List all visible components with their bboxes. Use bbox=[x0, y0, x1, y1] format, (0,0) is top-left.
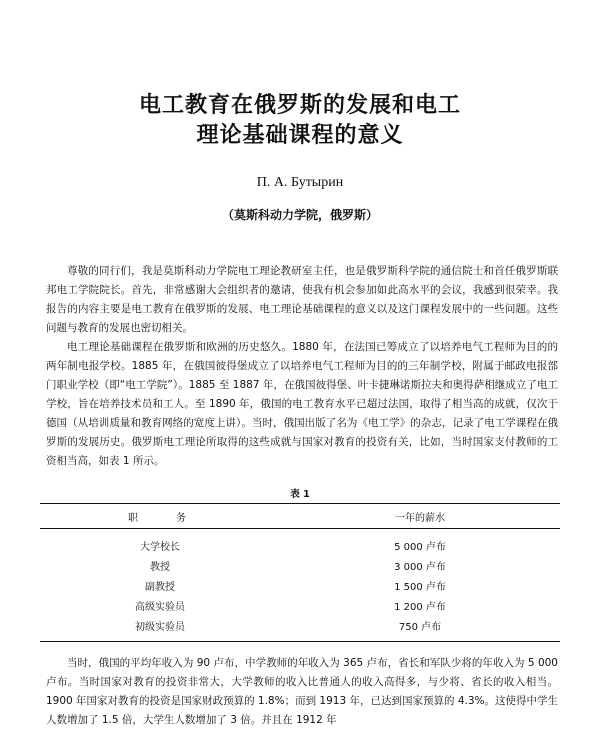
header-salary: 一年的薪水 bbox=[395, 512, 445, 524]
header-position: 职 务 bbox=[128, 512, 192, 524]
table-row bbox=[40, 535, 560, 555]
paragraph-income: 当时，俄国的平均年收入为 90 卢布，中学教师的年收入为 365 卢布，省长和军队少将的年收入为 5 000 卢布。当时国家对教育的投资非常大，大学教师的收入比普通人的收入高得多，与少将、省长的收入相当。1900 年国家对教育的投资是国家财政预算的 1.8%；而到 1913 年，已达到国家预算的 4.3%。这使得中学生人数增加了 1.5 倍，大学生人数增加了 3 倍。并且在 1912 年 bbox=[46, 657, 558, 726]
salary-table bbox=[40, 503, 560, 642]
paragraph-history: 电工理论基础课程在俄罗斯和欧洲的历史悠久。1880 年，在法国已筹成立了以培养电气工程师为目的的两年制电报学校。1885 年，在俄国彼得堡成立了以培养电气工程师为目的的三年制学校，附属于邮政电报部门职业学校（即“电工学院”）。1885 至 1887 年，在俄国彼得堡、叶卡捷琳诺斯拉夫和奥得萨相继成立了电工学校，旨在培养技术员和工人。至 1890 年，俄国的电工教育水平已超过法国，取得了相当高的成就，仅次于德国（从培训质量和教育网络的宽度上讲）。当时，俄国出版了名为《电工学》的杂志，记录了电工学课程在俄罗斯的发展历史。俄罗斯电工理论所取得的这些成就与国家对教育的投资有关，比如，当时国家支付教师的工资相当高，如表 1 所示。 bbox=[46, 341, 558, 467]
title-line-2: 理论基础课程的意义 bbox=[196, 122, 404, 148]
author: П. А. Бутырин bbox=[256, 175, 344, 190]
table-row bbox=[40, 575, 560, 595]
affiliation: （莫斯科动力学院，俄罗斯） bbox=[221, 208, 378, 222]
table-row bbox=[40, 555, 560, 575]
cell-position: 教授 bbox=[150, 561, 170, 573]
table-row bbox=[40, 595, 560, 615]
cell-salary: 5 000 卢布 bbox=[394, 541, 446, 553]
cell-position: 高级实验员 bbox=[135, 601, 185, 613]
table-caption: 表 1 bbox=[290, 489, 310, 500]
cell-position: 副教授 bbox=[145, 581, 175, 593]
cell-salary: 1 200 卢布 bbox=[394, 601, 446, 613]
table-body bbox=[40, 529, 560, 641]
cell-position: 初级实验员 bbox=[135, 621, 185, 633]
paragraph-intro: 尊敬的同行们，我是莫斯科动力学院电工理论教研室主任，也是俄罗斯科学院的通信院士和首任俄罗斯联邦电工学院院长。首先，非常感谢大会组织者的邀请，使我有机会参加如此高水平的会议，我感到很荣幸。我报告的内容主要是电工教育在俄罗斯的发展、电工理论基础课程的意义以及这门课程发展中的一些问题。这些问题与教育的发展也密切相关。 bbox=[46, 265, 558, 334]
cell-salary: 1 500 卢布 bbox=[394, 581, 446, 593]
cell-position: 大学校长 bbox=[140, 541, 180, 553]
cell-salary: 3 000 卢布 bbox=[394, 561, 446, 573]
cell-salary: 750 卢布 bbox=[398, 621, 442, 633]
table-header-row bbox=[40, 504, 560, 529]
table-row bbox=[40, 615, 560, 635]
title-line-1: 电工教育在俄罗斯的发展和电工 bbox=[138, 92, 461, 118]
